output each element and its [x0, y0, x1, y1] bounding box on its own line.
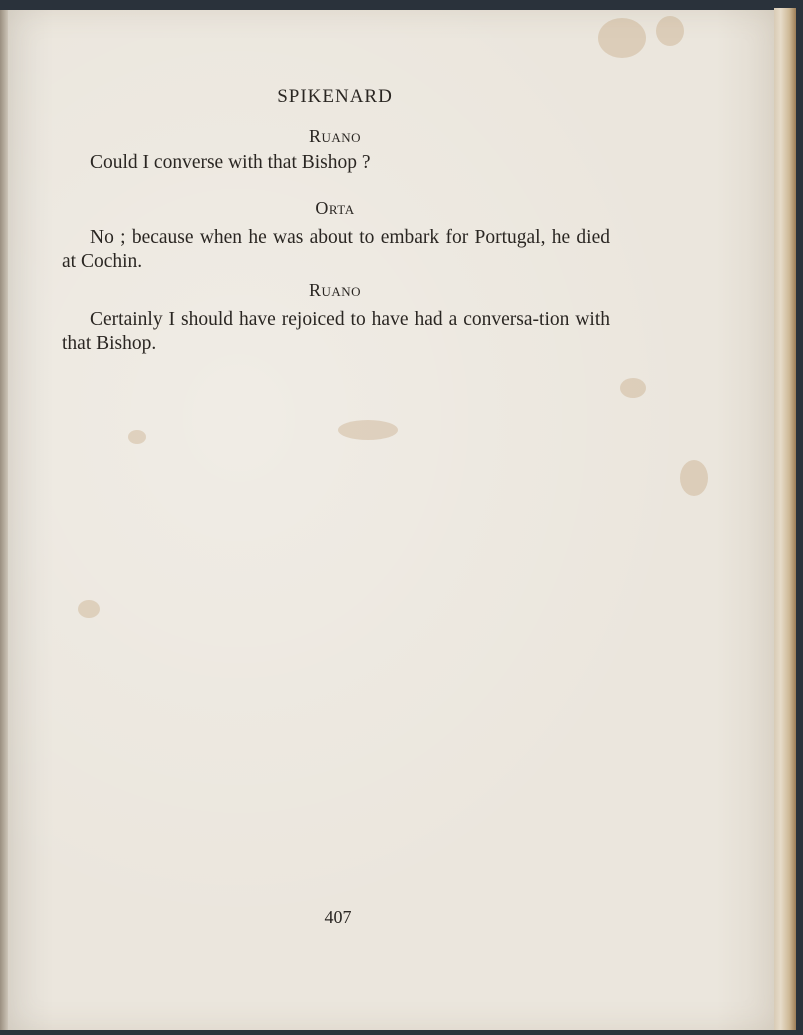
book-page [8, 10, 778, 1030]
speaker-name: Ruano [308, 280, 362, 300]
page-edge-shadow [774, 8, 796, 1030]
foxing-stain [78, 600, 100, 618]
foxing-stain [620, 378, 646, 398]
page-number: 407 [324, 907, 352, 927]
speech-paragraph: No ; because when he was about to embark for Portugal, he died at Cochin. [62, 227, 610, 272]
speaker-name: Ruano [308, 126, 362, 146]
speech-paragraph: Could I converse with that Bishop ? [90, 152, 371, 173]
foxing-stain [680, 460, 708, 496]
foxing-stain [338, 420, 398, 440]
foxing-stain [656, 16, 684, 46]
running-head: SPIKENARD [277, 86, 393, 107]
foxing-stain [128, 430, 146, 444]
speaker-name: Orta [315, 198, 355, 218]
foxing-stain [598, 18, 646, 58]
speech-paragraph: Certainly I should have rejoiced to have had a conversa-tion with that Bishop. [62, 309, 610, 354]
